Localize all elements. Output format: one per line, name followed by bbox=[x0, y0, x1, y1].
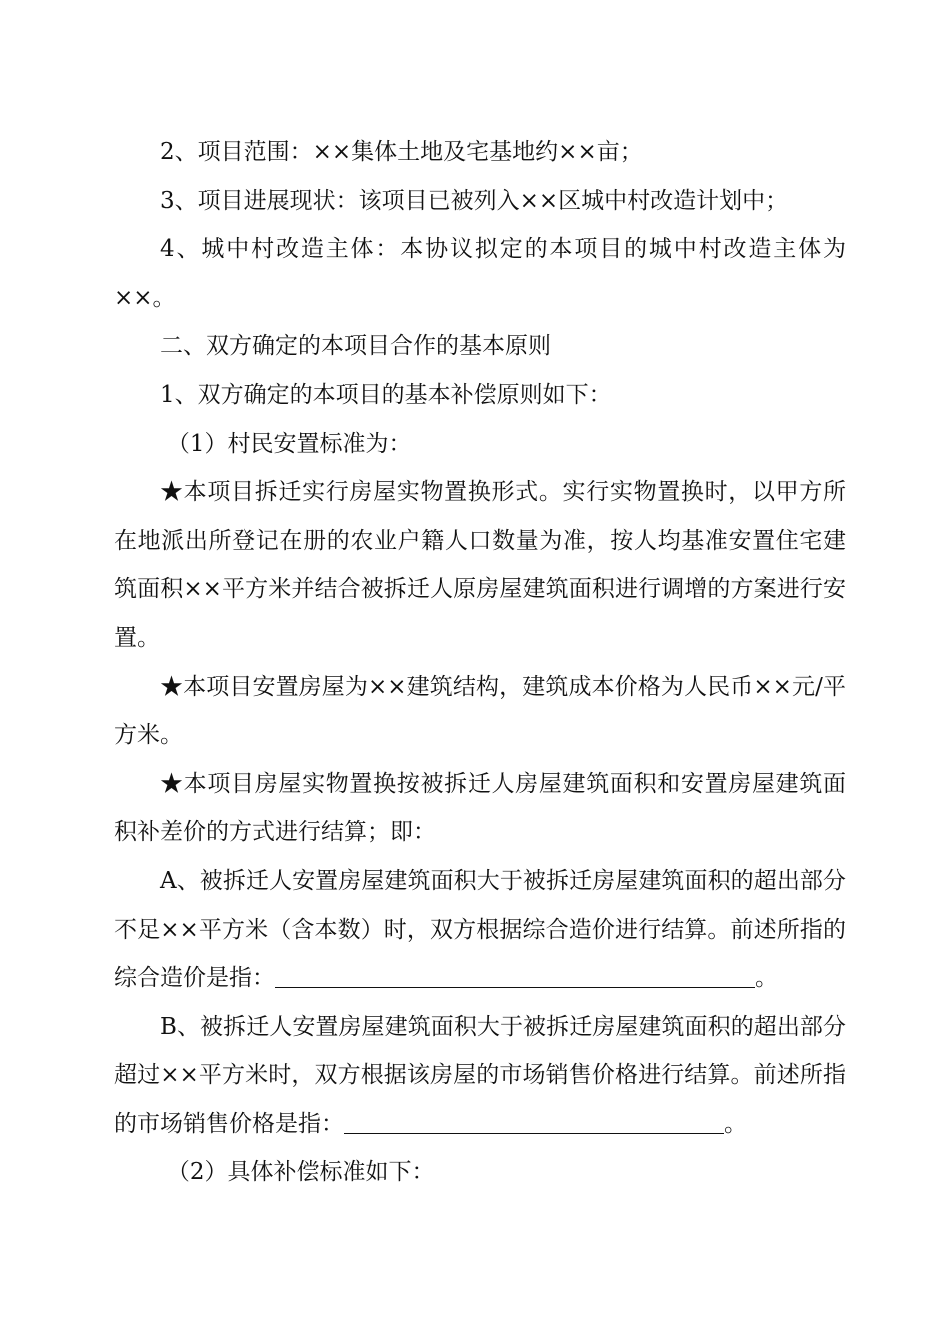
paragraph-project-subject bbox=[114, 225, 846, 322]
paragraph-text: B、被拆迁人安置房屋建筑面积大于被拆迁房屋建筑面积的超出部分超过××平方米时，双方根据该房屋的市场销售价格进行结算。前述所指的市场销售价格是指： bbox=[114, 1013, 846, 1137]
paragraph-text: （2）具体补偿标准如下： bbox=[166, 1159, 435, 1186]
paragraph-star-replacement-form bbox=[114, 468, 846, 662]
paragraph-text: 3、项目进展现状：该项目已被列入××区城中村改造计划中； bbox=[160, 187, 789, 214]
paragraph-compensation-principles bbox=[114, 371, 846, 420]
section-heading-basic-principles bbox=[114, 322, 846, 371]
paragraph-text: ★本项目拆迁实行房屋实物置换形式。实行实物置换时，以甲方所在地派出所登记在册的农业户籍人口数量为准，按人均基准安置住宅建筑面积××平方米并结合被拆迁人原房屋建筑面积进行调增的方案进行安置。 bbox=[114, 479, 846, 651]
paragraph-star-settlement-method bbox=[114, 760, 846, 857]
paragraph-star-building-structure bbox=[114, 663, 846, 760]
paragraph-text: ★本项目房屋实物置换按被拆迁人房屋建筑面积和安置房屋建筑面积补差价的方式进行结算；即： bbox=[114, 770, 846, 846]
paragraph-text: （1）村民安置标准为： bbox=[166, 430, 412, 457]
paragraph-text: 2、项目范围：××集体土地及宅基地约××亩； bbox=[160, 139, 643, 165]
paragraph-item-b bbox=[114, 1003, 846, 1149]
paragraph-compensation-standard bbox=[114, 1148, 846, 1197]
paragraph-text: 4、城中村改造主体：本协议拟定的本项目的城中村改造主体为××。 bbox=[114, 236, 846, 311]
paragraph-project-scope bbox=[114, 128, 846, 177]
paragraph-item-a bbox=[114, 857, 846, 1003]
paragraph-end-mark: 。 bbox=[755, 965, 778, 992]
paragraph-text: ★本项目安置房屋为××建筑结构，建筑成本价格为人民币××元/平方米。 bbox=[114, 673, 846, 749]
heading-text: 二、双方确定的本项目合作的基本原则 bbox=[160, 333, 551, 360]
paragraph-text: 1、双方确定的本项目的基本补偿原则如下： bbox=[160, 381, 612, 408]
paragraph-text: A、被拆迁人安置房屋建筑面积大于被拆迁房屋建筑面积的超出部分不足××平方米（含本数）时，双方根据综合造价进行结算。前述所指的综合造价是指： bbox=[114, 867, 846, 992]
paragraph-resettlement-standard bbox=[114, 420, 846, 469]
document-body bbox=[114, 128, 846, 1197]
paragraph-end-mark: 。 bbox=[724, 1110, 747, 1137]
fill-in-blank-line bbox=[344, 1108, 724, 1133]
fill-in-blank-line bbox=[275, 963, 755, 988]
paragraph-project-progress bbox=[114, 177, 846, 226]
